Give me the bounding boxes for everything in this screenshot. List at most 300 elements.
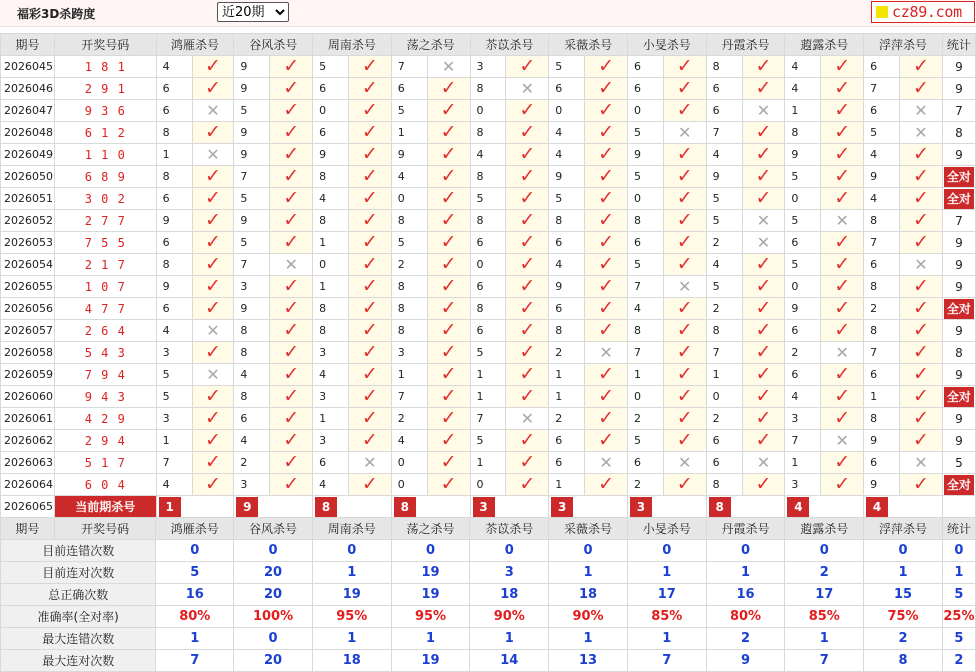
table-row	[1, 122, 976, 144]
check-icon: ✓	[204, 231, 221, 253]
result-cell	[192, 474, 234, 496]
kill-number: 7	[234, 166, 270, 188]
check-icon: ✓	[755, 121, 772, 143]
result-cell	[742, 386, 785, 408]
kill-number: 1	[706, 364, 742, 386]
issue-cell: 2026051	[1, 188, 55, 210]
top-bar	[0, 0, 976, 27]
result-cell	[506, 430, 549, 452]
check-icon: ✓	[755, 253, 772, 275]
issue-cell: 2026064	[1, 474, 55, 496]
check-icon: ✓	[676, 231, 693, 253]
result-cell	[821, 474, 864, 496]
kill-number: 6	[470, 276, 506, 298]
current-kill	[156, 496, 234, 518]
kill-number: 1	[156, 430, 192, 452]
cross-icon: ✕	[756, 100, 771, 120]
current-kill-badge: 1	[159, 497, 181, 517]
issue-cell: 2026065	[1, 496, 55, 518]
result-cell	[427, 122, 470, 144]
expert-header: 苶苡杀号	[470, 518, 549, 540]
cross-icon: ✕	[206, 100, 220, 120]
check-icon: ✓	[440, 99, 457, 121]
check-icon: ✓	[598, 209, 614, 231]
check-icon: ✓	[834, 55, 851, 77]
result-cell	[585, 254, 628, 276]
draw-cell: 1 0 7	[54, 276, 156, 298]
result-cell	[506, 298, 549, 320]
stat-count: 9	[955, 411, 963, 426]
result-cell	[506, 364, 549, 386]
result-cell	[663, 166, 706, 188]
cross-icon: ✕	[520, 408, 535, 428]
stat-count: 7	[955, 103, 963, 118]
check-icon: ✓	[834, 165, 851, 187]
stats-value: 25%	[942, 606, 975, 628]
result-cell	[821, 78, 864, 100]
check-icon: ✓	[912, 275, 929, 297]
kill-number: 3	[313, 386, 349, 408]
stat-cell	[942, 122, 975, 144]
issue-cell: 2026057	[1, 320, 55, 342]
check-icon: ✓	[519, 165, 536, 187]
kill-number: 9	[234, 144, 270, 166]
result-cell	[585, 298, 628, 320]
kill-number: 4	[156, 474, 192, 496]
check-icon: ✓	[755, 319, 772, 341]
result-cell	[192, 342, 234, 364]
result-cell	[585, 386, 628, 408]
stats-value: 20	[234, 650, 313, 672]
kill-number: 6	[864, 254, 900, 276]
check-icon: ✓	[676, 363, 693, 385]
kill-number: 1	[313, 276, 349, 298]
kill-number: 5	[706, 210, 742, 232]
stats-value: 0	[391, 540, 470, 562]
kill-number: 8	[156, 254, 192, 276]
period-select[interactable]	[217, 2, 289, 22]
result-cell	[192, 78, 234, 100]
result-cell	[663, 276, 706, 298]
check-icon: ✓	[283, 319, 300, 341]
current-kill-badge: 8	[315, 497, 337, 517]
result-cell	[821, 320, 864, 342]
result-cell	[899, 56, 942, 78]
result-cell	[742, 276, 785, 298]
kill-number: 6	[864, 56, 900, 78]
result-cell	[585, 144, 628, 166]
kill-number: 6	[706, 78, 742, 100]
stat-count: 9	[955, 59, 963, 74]
kill-number: 9	[785, 298, 821, 320]
kill-number: 0	[627, 188, 663, 210]
result-cell	[348, 320, 391, 342]
current-kill-badge: 9	[236, 497, 258, 517]
kill-number: 4	[391, 430, 427, 452]
kill-number: 5	[470, 188, 506, 210]
kill-number: 5	[234, 232, 270, 254]
stat-count: 9	[955, 279, 963, 294]
result-cell	[348, 232, 391, 254]
current-kill-badge: 4	[866, 497, 888, 517]
stat-count: 9	[955, 367, 963, 382]
kill-number: 8	[627, 210, 663, 232]
kill-number: 2	[234, 452, 270, 474]
result-cell	[348, 210, 391, 232]
kill-number: 3	[470, 56, 506, 78]
draw-cell: 2 6 4	[54, 320, 156, 342]
kill-number: 6	[627, 452, 663, 474]
draw-cell: 1 8 1	[54, 56, 156, 78]
check-icon: ✓	[755, 77, 772, 99]
stats-table	[0, 517, 976, 672]
result-cell	[427, 342, 470, 364]
check-icon: ✓	[440, 407, 457, 429]
result-cell	[899, 408, 942, 430]
draw-cell: 5 4 3	[54, 342, 156, 364]
expert-header: 苶苡杀号	[470, 34, 549, 56]
expert-header: 小旻杀号	[627, 518, 706, 540]
kill-number: 4	[627, 298, 663, 320]
check-icon: ✓	[361, 187, 378, 209]
check-icon: ✓	[834, 275, 851, 297]
stat-header: 统计	[942, 34, 975, 56]
draw-cell: 6 0 4	[54, 474, 156, 496]
draw-header: 开奖号码	[54, 34, 156, 56]
result-cell	[899, 320, 942, 342]
kill-number: 7	[864, 342, 900, 364]
check-icon: ✓	[361, 407, 378, 429]
check-icon: ✓	[676, 297, 693, 319]
result-cell	[348, 122, 391, 144]
check-icon: ✓	[361, 231, 378, 253]
cross-icon: ✕	[678, 452, 692, 472]
stats-value: 85%	[627, 606, 706, 628]
check-icon: ✓	[283, 407, 300, 429]
kill-number: 9	[864, 430, 900, 452]
check-icon: ✓	[361, 297, 378, 319]
site-logo[interactable]	[871, 1, 975, 23]
result-cell	[742, 188, 785, 210]
check-icon: ✓	[361, 275, 378, 297]
result-cell	[427, 232, 470, 254]
result-cell	[663, 452, 706, 474]
logo-text: cz89.com	[892, 3, 962, 21]
result-cell	[270, 254, 313, 276]
table-row	[1, 474, 976, 496]
expert-header: 小旻杀号	[627, 34, 706, 56]
result-cell	[506, 122, 549, 144]
check-icon: ✓	[912, 77, 929, 99]
current-kill	[313, 496, 392, 518]
kill-number: 6	[549, 452, 585, 474]
check-icon: ✓	[834, 231, 851, 253]
check-icon: ✓	[598, 121, 614, 143]
table-row	[1, 210, 976, 232]
check-icon: ✓	[519, 55, 536, 77]
check-icon: ✓	[912, 473, 929, 495]
issue-cell: 2026045	[1, 56, 55, 78]
kill-number: 8	[864, 408, 900, 430]
expert-header: 周南杀号	[312, 518, 391, 540]
check-icon: ✓	[834, 363, 851, 385]
result-cell	[821, 276, 864, 298]
result-cell	[663, 56, 706, 78]
result-cell	[348, 254, 391, 276]
kill-number: 8	[864, 320, 900, 342]
stats-value: 1	[549, 562, 628, 584]
stats-value: 1	[706, 562, 785, 584]
result-cell	[585, 100, 628, 122]
stats-value: 8	[864, 650, 943, 672]
result-cell	[427, 276, 470, 298]
draw-cell: 2 9 4	[54, 430, 156, 452]
kill-number: 1	[313, 408, 349, 430]
kill-number: 6	[549, 298, 585, 320]
stat-cell	[942, 298, 975, 320]
check-icon: ✓	[204, 253, 221, 275]
kill-number: 8	[391, 298, 427, 320]
check-icon: ✓	[204, 165, 221, 187]
check-icon: ✓	[440, 363, 457, 385]
result-cell	[270, 276, 313, 298]
table-row	[1, 276, 976, 298]
result-cell	[348, 56, 391, 78]
result-cell	[506, 386, 549, 408]
kill-number: 8	[549, 320, 585, 342]
kill-number: 1	[391, 122, 427, 144]
kill-number: 8	[313, 166, 349, 188]
result-cell	[270, 144, 313, 166]
stats-value: 100%	[234, 606, 313, 628]
kill-number: 2	[549, 408, 585, 430]
stats-row	[1, 540, 976, 562]
check-icon: ✓	[283, 297, 300, 319]
stat-cell	[942, 408, 975, 430]
result-cell	[427, 298, 470, 320]
kill-number: 5	[864, 122, 900, 144]
result-cell	[821, 298, 864, 320]
stats-value: 0	[234, 628, 313, 650]
check-icon: ✓	[519, 385, 536, 407]
kill-number: 4	[156, 56, 192, 78]
current-row	[1, 496, 976, 518]
stats-label: 目前连错次数	[1, 540, 156, 562]
result-cell	[506, 210, 549, 232]
stats-value: 20	[234, 584, 313, 606]
kill-number: 5	[470, 342, 506, 364]
cross-icon: ✕	[835, 430, 849, 450]
draw-cell: 2 9 1	[54, 78, 156, 100]
result-cell	[270, 298, 313, 320]
stat-count: 9	[955, 257, 963, 272]
stats-value: 75%	[864, 606, 943, 628]
check-icon: ✓	[519, 297, 536, 319]
kill-number: 0	[627, 100, 663, 122]
table-row	[1, 188, 976, 210]
kill-number: 8	[470, 122, 506, 144]
result-cell	[663, 320, 706, 342]
kill-number: 9	[156, 276, 192, 298]
result-cell	[585, 122, 628, 144]
kill-number: 9	[391, 144, 427, 166]
result-cell	[742, 430, 785, 452]
stats-label: 总正确次数	[1, 584, 156, 606]
kill-number: 6	[627, 232, 663, 254]
stats-value: 95%	[312, 606, 391, 628]
kill-number: 8	[627, 320, 663, 342]
result-cell	[585, 56, 628, 78]
result-cell	[821, 100, 864, 122]
result-cell	[506, 166, 549, 188]
check-icon: ✓	[676, 473, 693, 495]
table-row	[1, 144, 976, 166]
draw-cell: 6 1 2	[54, 122, 156, 144]
check-icon: ✓	[283, 99, 300, 121]
result-cell	[348, 188, 391, 210]
check-icon: ✓	[204, 297, 221, 319]
stats-value: 80%	[706, 606, 785, 628]
check-icon: ✓	[598, 55, 614, 77]
check-icon: ✓	[676, 429, 693, 451]
result-cell	[506, 56, 549, 78]
result-cell	[742, 254, 785, 276]
stats-value: 19	[391, 562, 470, 584]
stats-value: 13	[549, 650, 628, 672]
result-cell	[427, 166, 470, 188]
kill-number: 6	[470, 232, 506, 254]
cross-icon: ✕	[756, 232, 771, 252]
stat-count: 9	[955, 235, 963, 250]
stat-cell	[942, 452, 975, 474]
kill-number: 8	[470, 78, 506, 100]
kill-number: 8	[785, 122, 821, 144]
check-icon: ✓	[598, 319, 614, 341]
stat-count: 7	[955, 213, 963, 228]
kill-number: 3	[785, 474, 821, 496]
result-cell	[899, 166, 942, 188]
check-icon: ✓	[519, 209, 536, 231]
result-cell	[270, 386, 313, 408]
table-row	[1, 100, 976, 122]
result-cell	[506, 408, 549, 430]
check-icon: ✓	[755, 55, 772, 77]
stats-value: 0	[234, 540, 313, 562]
stats-value: 1	[864, 562, 943, 584]
kill-number: 5	[627, 122, 663, 144]
stat-count: 8	[955, 125, 963, 140]
result-cell	[427, 254, 470, 276]
kill-number: 8	[391, 320, 427, 342]
check-icon: ✓	[440, 77, 457, 99]
kill-number: 1	[864, 386, 900, 408]
result-cell	[663, 298, 706, 320]
issue-cell: 2026053	[1, 232, 55, 254]
expert-header: 采薇杀号	[549, 34, 628, 56]
kill-number: 3	[234, 474, 270, 496]
kill-number: 4	[864, 188, 900, 210]
draw-cell: 5 1 7	[54, 452, 156, 474]
kill-number: 8	[156, 122, 192, 144]
check-icon: ✓	[676, 209, 693, 231]
stats-value: 18	[470, 584, 549, 606]
check-icon: ✓	[912, 297, 929, 319]
kill-number: 5	[627, 430, 663, 452]
kill-number: 7	[391, 56, 427, 78]
kill-number: 6	[313, 452, 349, 474]
stats-value: 5	[156, 562, 234, 584]
result-cell	[270, 166, 313, 188]
issue-cell: 2026052	[1, 210, 55, 232]
check-icon: ✓	[283, 143, 300, 165]
check-icon: ✓	[912, 319, 929, 341]
stats-value: 19	[391, 584, 470, 606]
kill-number: 1	[785, 452, 821, 474]
result-cell	[192, 122, 234, 144]
check-icon: ✓	[834, 407, 851, 429]
kill-number: 3	[156, 342, 192, 364]
kill-number: 2	[785, 342, 821, 364]
issue-cell: 2026046	[1, 78, 55, 100]
cross-icon: ✕	[206, 364, 220, 384]
result-cell	[585, 210, 628, 232]
result-cell	[427, 144, 470, 166]
stats-value: 5	[942, 584, 975, 606]
stats-value: 1	[312, 562, 391, 584]
stats-value: 2	[942, 650, 975, 672]
result-cell	[663, 122, 706, 144]
check-icon: ✓	[361, 341, 378, 363]
cross-icon: ✕	[914, 452, 928, 472]
draw-cell: 9 4 3	[54, 386, 156, 408]
current-kill-badge: 8	[394, 497, 416, 517]
stats-value: 15	[864, 584, 943, 606]
kill-number: 5	[391, 100, 427, 122]
table-row	[1, 430, 976, 452]
check-icon: ✓	[440, 209, 457, 231]
result-cell	[270, 56, 313, 78]
kill-number: 1	[156, 144, 192, 166]
table-row	[1, 56, 976, 78]
stat-cell	[942, 474, 975, 496]
kill-number: 4	[313, 474, 349, 496]
result-cell	[821, 364, 864, 386]
result-cell	[427, 364, 470, 386]
kill-number: 6	[156, 100, 192, 122]
check-icon: ✓	[912, 165, 929, 187]
kill-number: 8	[313, 320, 349, 342]
issue-cell: 2026059	[1, 364, 55, 386]
check-icon: ✓	[204, 385, 221, 407]
result-cell	[348, 452, 391, 474]
stats-row	[1, 584, 976, 606]
issue-cell: 2026061	[1, 408, 55, 430]
issue-header: 期号	[1, 518, 55, 540]
check-icon: ✓	[755, 363, 772, 385]
stat-cell	[942, 78, 975, 100]
check-icon: ✓	[204, 121, 221, 143]
table-row	[1, 254, 976, 276]
result-cell	[506, 474, 549, 496]
result-cell	[270, 320, 313, 342]
result-cell	[427, 56, 470, 78]
result-cell	[899, 474, 942, 496]
kill-number: 3	[391, 342, 427, 364]
check-icon: ✓	[598, 429, 614, 451]
result-cell	[270, 364, 313, 386]
draw-cell: 9 3 6	[54, 100, 156, 122]
kill-number: 9	[313, 144, 349, 166]
